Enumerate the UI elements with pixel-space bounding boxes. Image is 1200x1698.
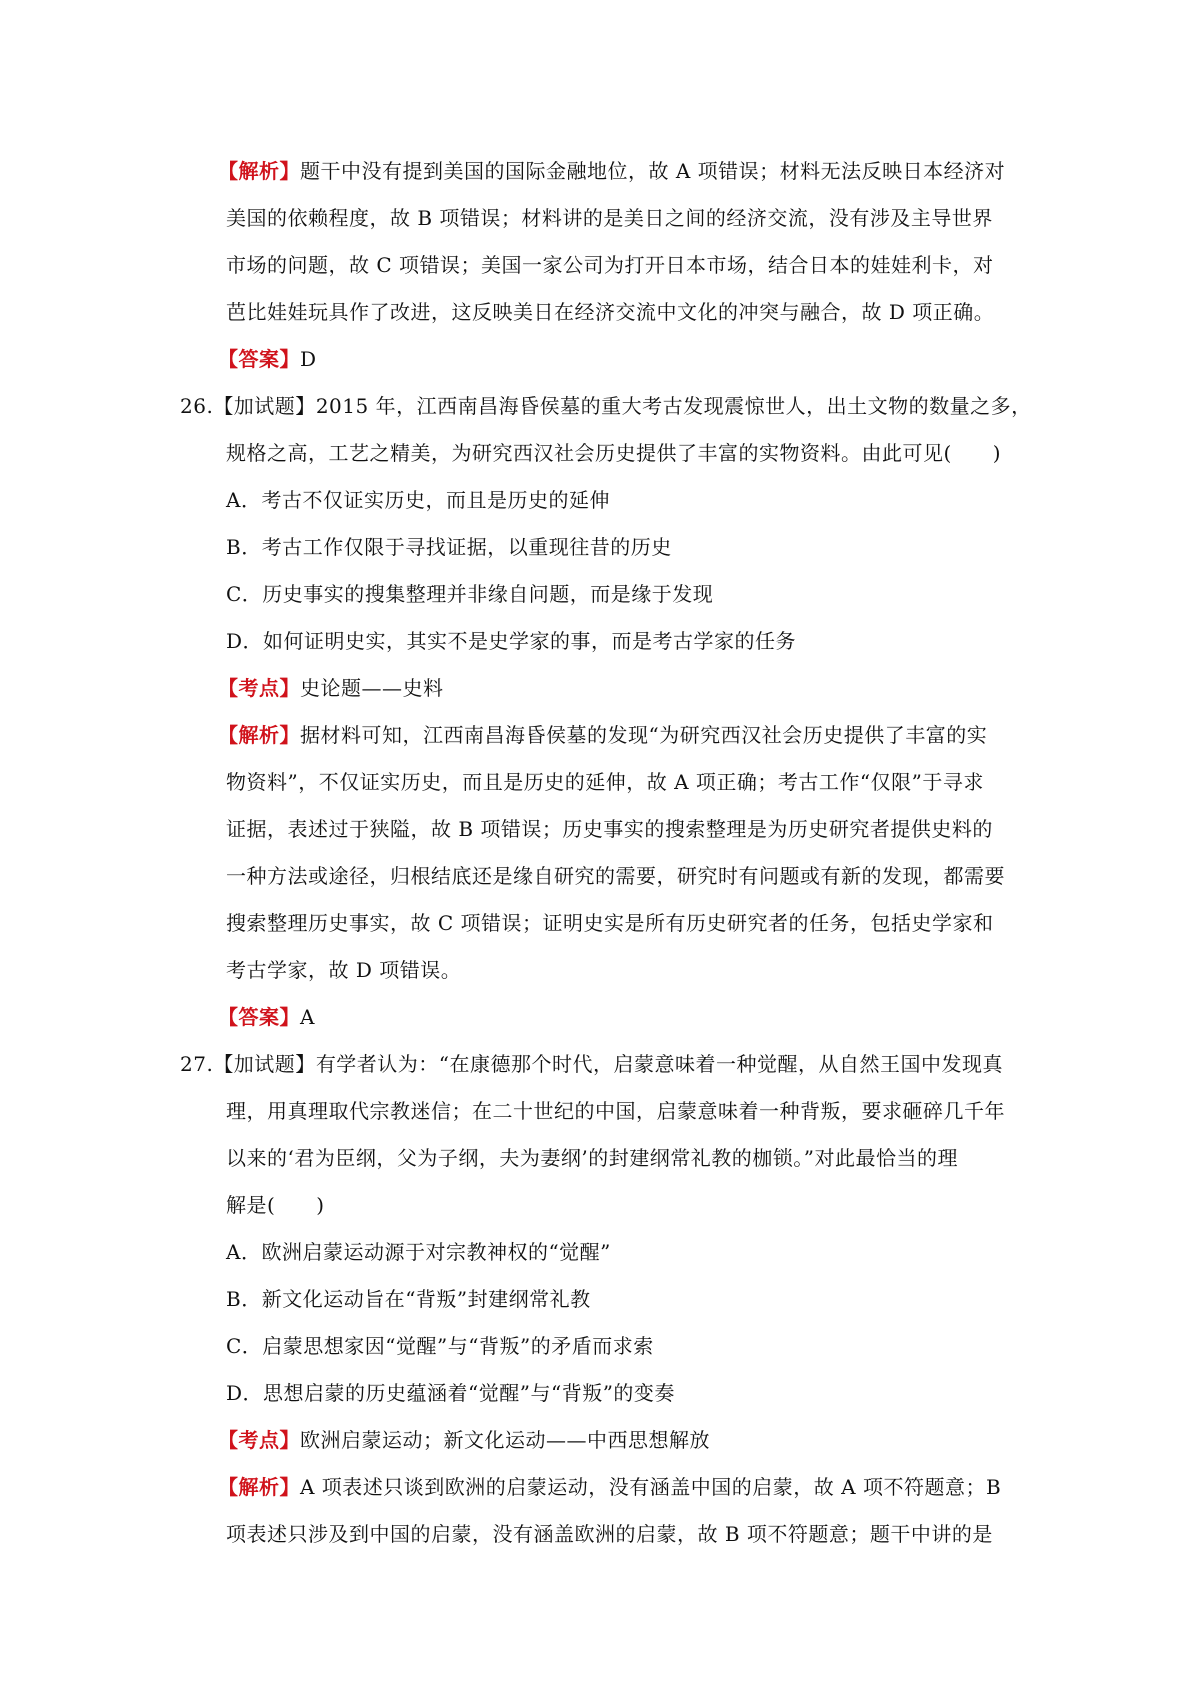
q27-stem-line-2: 理，用真理取代宗教迷信；在二十世纪的中国，启蒙意味着一种背叛，要求砸碎几千年 bbox=[226, 1099, 1005, 1123]
prev-analysis-line-3: 市场的问题，故 C 项错误；美国一家公司为打开日本市场，结合日本的娃娃利卡，对 bbox=[226, 253, 994, 277]
point-text: 欧洲启蒙运动；新文化运动——中西思想解放 bbox=[300, 1428, 710, 1452]
analysis-text: A 项表述只谈到欧洲的启蒙运动，没有涵盖中国的启蒙，故 A 项不符题意；B bbox=[300, 1475, 1002, 1499]
question-type-tag: 【加试题】 bbox=[213, 394, 316, 418]
analysis-tag: 【解析】 bbox=[218, 159, 300, 183]
q26-analysis-line-4: 一种方法或途径，归根结底还是缘自研究的需要，研究时有问题或有新的发现，都需要 bbox=[226, 864, 1005, 888]
q26-analysis-line-1 bbox=[218, 722, 987, 748]
q26-analysis-line-2: 物资料”，不仅证实历史，而且是历史的延伸，故 A 项正确；考古工作“仅限”于寻求 bbox=[226, 770, 984, 794]
q26-stem-line-2: 规格之高，工艺之精美，为研究西汉社会历史提供了丰富的实物资料。由此可见( ) bbox=[226, 441, 1002, 465]
q27-option-a: A．欧洲启蒙运动源于对宗教神权的“觉醒” bbox=[226, 1240, 611, 1264]
q26-answer-line bbox=[218, 1004, 315, 1030]
q26-option-c: C．历史事实的搜集整理并非缘自问题，而是缘于发现 bbox=[226, 582, 714, 606]
q27-stem-line-4: 解是( ) bbox=[226, 1193, 325, 1217]
question-type-tag: 【加试题】 bbox=[213, 1052, 316, 1076]
q26-stem-line-1 bbox=[180, 393, 1032, 419]
prev-analysis-line-4: 芭比娃娃玩具作了改进，这反映美日在经济交流中文化的冲突与融合，故 D 项正确。 bbox=[226, 300, 995, 324]
q26-option-d: D．如何证明史实，其实不是史学家的事，而是考古学家的任务 bbox=[226, 629, 797, 653]
question-number: 27. bbox=[180, 1052, 214, 1076]
prev-answer-line bbox=[218, 346, 317, 372]
q27-option-d: D．思想启蒙的历史蕴涵着“觉醒”与“背叛”的变奏 bbox=[226, 1381, 675, 1405]
prev-analysis-line-2: 美国的依赖程度，故 B 项错误；材料讲的是美日之间的经济交流，没有涉及主导世界 bbox=[226, 206, 993, 230]
answer-tag: 【答案】 bbox=[218, 1005, 300, 1029]
question-stem: 有学者认为：“在康德那个时代，启蒙意味着一种觉醒，从自然王国中发现真 bbox=[315, 1052, 1004, 1076]
q26-analysis-line-3: 证据，表述过于狭隘，故 B 项错误；历史事实的搜索整理是为历史研究者提供史料的 bbox=[226, 817, 993, 841]
analysis-text: 据材料可知，江西南昌海昏侯墓的发现“为研究西汉社会历史提供了丰富的实 bbox=[300, 723, 988, 747]
q27-analysis-line-2: 项表述只涉及到中国的启蒙，没有涵盖欧洲的启蒙，故 B 项不符题意；题干中讲的是 bbox=[226, 1522, 993, 1546]
point-text: 史论题——史料 bbox=[300, 676, 444, 700]
question-stem: 2015 年，江西南昌海昏侯墓的重大考古发现震惊世人，出土文物的数量之多， bbox=[315, 394, 1032, 418]
analysis-text: 题干中没有提到美国的国际金融地位，故 A 项错误；材料无法反映日本经济对 bbox=[300, 159, 1006, 183]
q27-option-c: C．启蒙思想家因“觉醒”与“背叛”的矛盾而求索 bbox=[226, 1334, 654, 1358]
q27-point-line bbox=[218, 1427, 710, 1453]
q27-option-b: B．新文化运动旨在“背叛”封建纲常礼教 bbox=[226, 1287, 591, 1311]
prev-analysis-line-1 bbox=[218, 158, 1005, 184]
q26-option-b: B．考古工作仅限于寻找证据，以重现往昔的历史 bbox=[226, 535, 672, 559]
answer-value: D bbox=[300, 347, 317, 371]
q27-stem-line-3: 以来的‘君为臣纲，父为子纲，夫为妻纲’的封建纲常礼教的枷锁。”对此最恰当的理 bbox=[226, 1146, 958, 1170]
q26-analysis-line-5: 搜索整理历史事实，故 C 项错误；证明史实是所有历史研究者的任务，包括史学家和 bbox=[226, 911, 994, 935]
answer-value: A bbox=[300, 1005, 315, 1029]
point-tag: 【考点】 bbox=[218, 676, 300, 700]
point-tag: 【考点】 bbox=[218, 1428, 300, 1452]
q26-point-line bbox=[218, 675, 444, 701]
question-number: 26. bbox=[180, 394, 214, 418]
q27-stem-line-1 bbox=[180, 1051, 1003, 1077]
q26-analysis-line-6: 考古学家，故 D 项错误。 bbox=[226, 958, 462, 982]
answer-tag: 【答案】 bbox=[218, 347, 300, 371]
q27-analysis-line-1 bbox=[218, 1474, 1001, 1500]
analysis-tag: 【解析】 bbox=[218, 1475, 300, 1499]
q26-option-a: A．考古不仅证实历史，而且是历史的延伸 bbox=[226, 488, 610, 512]
analysis-tag: 【解析】 bbox=[218, 723, 300, 747]
